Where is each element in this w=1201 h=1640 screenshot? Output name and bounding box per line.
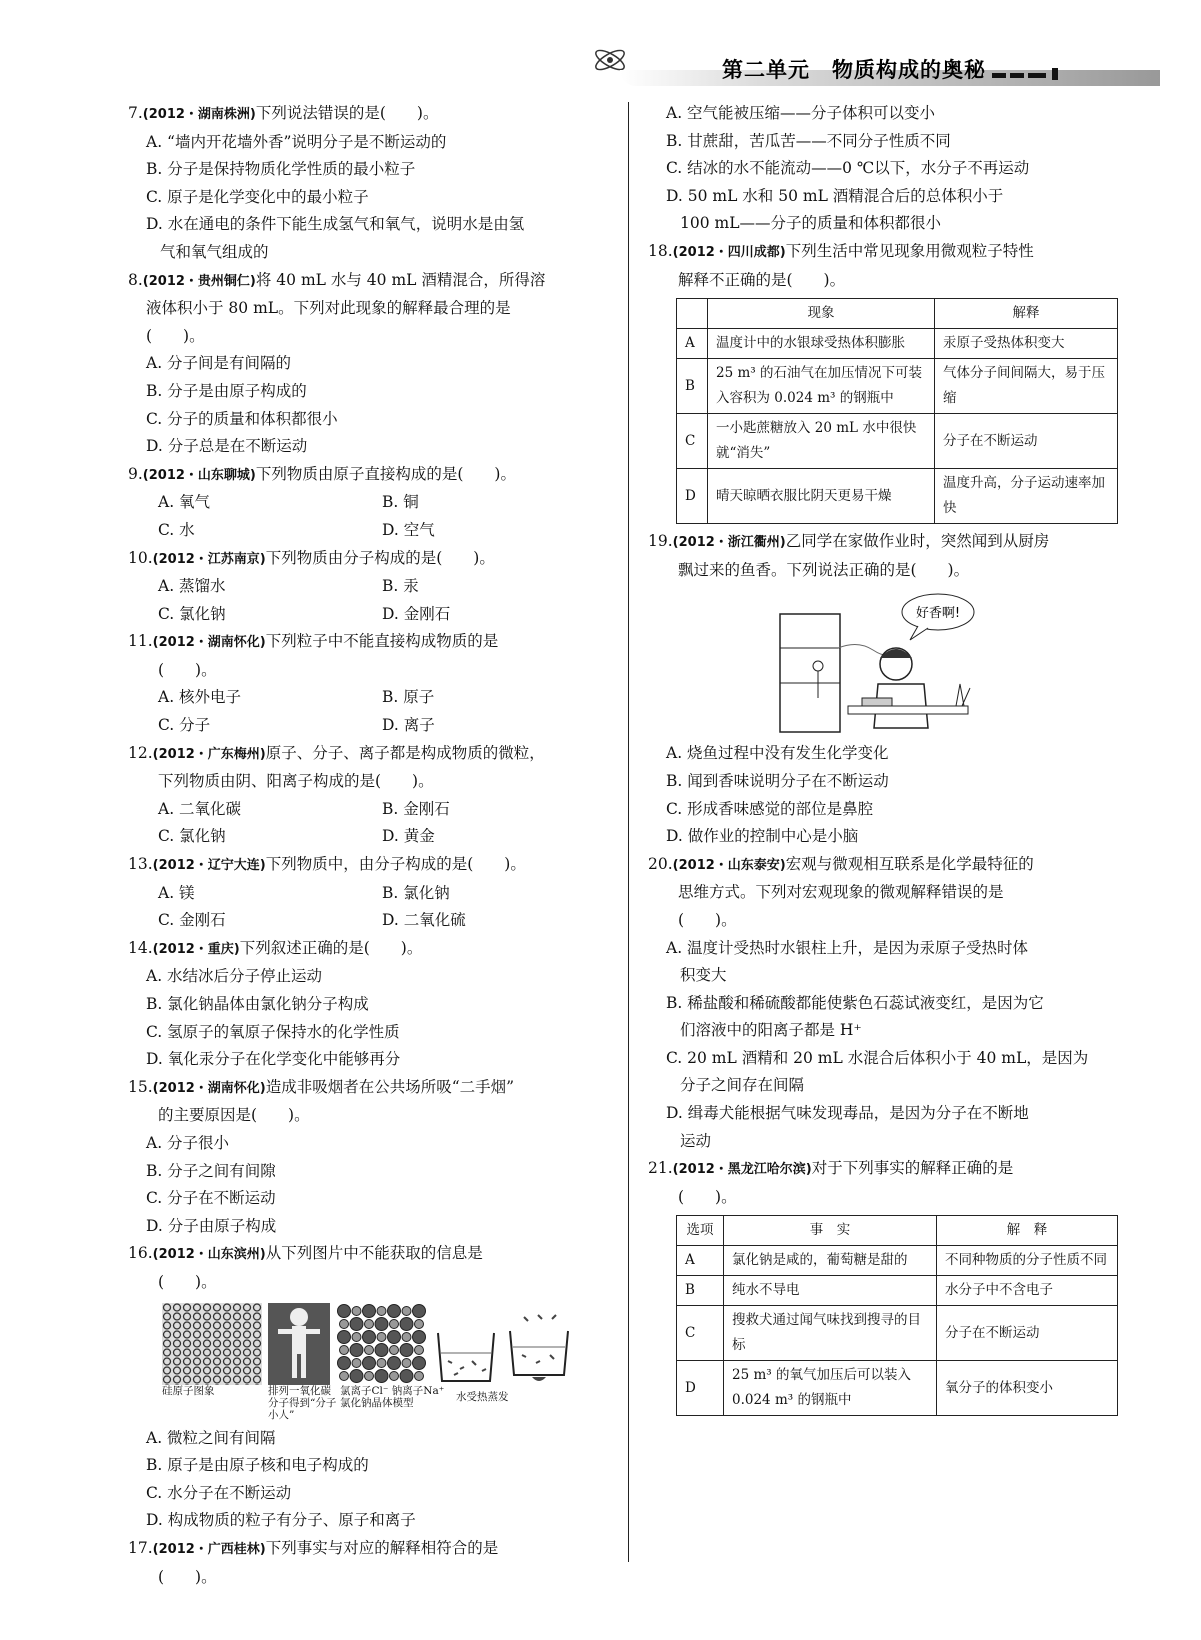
table-cell: 温度升高，分子运动速率加快 bbox=[935, 469, 1118, 524]
sodium-ion bbox=[390, 1345, 399, 1354]
question-7 bbox=[128, 100, 606, 267]
question-stem-cont: ( )。 bbox=[146, 326, 205, 345]
question-source: (2012・辽宁大连) bbox=[152, 858, 266, 874]
question-stem: 将 40 mL 水与 40 mL 酒精混合，所得溶 bbox=[255, 270, 546, 289]
table-row bbox=[677, 414, 1118, 469]
question-source: (2012・黑龙江哈尔滨) bbox=[672, 1162, 812, 1178]
option-d-cont: 气和氧气组成的 bbox=[160, 242, 269, 261]
sodium-ion bbox=[402, 1332, 411, 1341]
chloride-ion bbox=[413, 1330, 426, 1343]
table-cell: 温度计中的水银球受热体积膨胀 bbox=[708, 329, 935, 359]
option-d-cont: 运动 bbox=[680, 1131, 712, 1150]
option-d: D. 二氧化硫 bbox=[382, 911, 466, 930]
question-18 bbox=[648, 238, 1110, 524]
beaker-image bbox=[434, 1325, 498, 1385]
header-cell: 事 实 bbox=[724, 1216, 937, 1246]
question-source: (2012・湖南怀化) bbox=[152, 635, 266, 651]
question-number: 13. bbox=[128, 855, 153, 874]
table-row bbox=[677, 1306, 1118, 1361]
option-a: A. 烧鱼过程中没有发生化学变化 bbox=[666, 744, 889, 763]
question-number: 14. bbox=[128, 938, 153, 957]
column-divider bbox=[628, 102, 629, 1562]
option-d: D. 分子总是在不断运动 bbox=[146, 437, 308, 456]
question-number: 8. bbox=[128, 270, 143, 289]
option-d: D. 缉毒犬能根据气味发现毒品，是因为分子在不断地 bbox=[666, 1104, 1029, 1123]
question-source: (2012・贵州铜仁) bbox=[142, 273, 256, 289]
chloride-ion bbox=[375, 1369, 388, 1382]
option-row bbox=[128, 601, 606, 629]
sodium-ion bbox=[340, 1319, 349, 1328]
question-number: 12. bbox=[128, 743, 153, 762]
table-header bbox=[677, 299, 1118, 329]
chloride-ion bbox=[400, 1343, 413, 1356]
caption-silicon: 硅原子图象 bbox=[162, 1384, 215, 1397]
option-a: A. 二氧化碳 bbox=[158, 799, 242, 818]
question-number: 21. bbox=[648, 1159, 673, 1178]
table-cell: 水分子中不含电子 bbox=[937, 1276, 1118, 1306]
option-d: D. 构成物质的粒子有分子、原子和离子 bbox=[146, 1511, 416, 1530]
speech-bubble-text: 好香啊! bbox=[915, 606, 961, 622]
option-a: A. 微粒之间有间隔 bbox=[146, 1428, 276, 1447]
question-source: (2012・湖南株洲) bbox=[142, 107, 256, 122]
chloride-ion bbox=[350, 1317, 363, 1330]
chloride-ion bbox=[363, 1356, 376, 1369]
sodium-ion bbox=[415, 1371, 424, 1380]
question-stem-cont: 液体积小于 80 mL。下列对此现象的解释最合理的是 bbox=[146, 299, 511, 318]
chloride-ion bbox=[413, 1304, 426, 1317]
chloride-ion bbox=[350, 1369, 363, 1382]
table-cell: D bbox=[677, 469, 708, 524]
sodium-ion bbox=[377, 1358, 386, 1367]
option-d: D. 离子 bbox=[382, 716, 435, 735]
table-row bbox=[677, 329, 1118, 359]
option-row bbox=[128, 712, 606, 740]
header-cell bbox=[677, 299, 708, 329]
chloride-ion bbox=[388, 1356, 401, 1369]
option-row bbox=[128, 823, 606, 851]
option-c: C. 氯化钠 bbox=[158, 827, 226, 846]
question-14 bbox=[128, 935, 606, 1074]
sodium-ion bbox=[390, 1371, 399, 1380]
table-cell: B bbox=[677, 1276, 724, 1306]
table-cell: 氧分子的体积变小 bbox=[937, 1361, 1118, 1416]
option-b: B. 原子 bbox=[382, 688, 435, 707]
question-source: (2012・重庆) bbox=[152, 941, 240, 957]
question-stem: 下列粒子中不能直接构成物质的是 bbox=[265, 632, 499, 651]
option-c: C. 分子在不断运动 bbox=[146, 1189, 276, 1208]
question-number: 11. bbox=[128, 632, 153, 651]
question-stem: 下列物质由分子构成的是( )。 bbox=[265, 548, 495, 567]
question-number: 19. bbox=[648, 532, 673, 551]
question-stem-cont: 的主要原因是( )。 bbox=[158, 1106, 310, 1125]
option-c: C. 形成香味感觉的部位是鼻腔 bbox=[666, 799, 874, 818]
option-c: C. 原子是化学变化中的最小粒子 bbox=[146, 187, 369, 206]
question-stem-cont: 思维方式。下列对宏观现象的微观解释错误的是 bbox=[678, 883, 1004, 902]
question-stem-cont: ( )。 bbox=[678, 910, 737, 929]
student-smelling-illustration bbox=[778, 588, 978, 738]
table-cell: 25 m³ 的石油气在加压情况下可装入容积为 0.024 m³ 的钢瓶中 bbox=[708, 359, 935, 414]
question-11 bbox=[128, 628, 606, 739]
question-8 bbox=[128, 267, 606, 461]
option-a: A. 温度计受热时水银柱上升，是因为汞原子受热时体 bbox=[666, 938, 1029, 957]
option-row bbox=[128, 880, 606, 908]
question-source: (2012・广东梅州) bbox=[152, 746, 266, 762]
option-c: C. 分子的质量和体积都很小 bbox=[146, 409, 338, 428]
question-number: 10. bbox=[128, 548, 153, 567]
option-b: B. 分子是由原子构成的 bbox=[146, 381, 307, 400]
question-stem-cont: ( )。 bbox=[158, 1567, 217, 1586]
question-stem: 造成非吸烟者在公共场所吸“二手烟” bbox=[265, 1077, 515, 1096]
option-a: A. 分子很小 bbox=[146, 1133, 230, 1152]
option-a: A. 核外电子 bbox=[158, 688, 242, 707]
chloride-ion bbox=[363, 1304, 376, 1317]
question-stem: 宏观与微观相互联系是化学最特征的 bbox=[785, 854, 1034, 873]
table-cell: 分子在不断运动 bbox=[935, 414, 1118, 469]
question-source: (2012・浙江衢州) bbox=[672, 535, 786, 551]
option-d: D. 氧化汞分子在化学变化中能够再分 bbox=[146, 1050, 401, 1069]
q18-table bbox=[676, 298, 1118, 524]
left-column bbox=[128, 100, 606, 1591]
sodium-ion bbox=[352, 1358, 361, 1367]
option-c: C. 分子 bbox=[158, 716, 211, 735]
question-stem: 对于下列事实的解释正确的是 bbox=[811, 1159, 1014, 1178]
question-stem-cont: ( )。 bbox=[158, 1272, 217, 1291]
option-a: A. 氧气 bbox=[158, 493, 211, 512]
option-c: C. 水分子在不断运动 bbox=[146, 1483, 292, 1502]
option-b: B. 氯化钠晶体由氯化钠分子构成 bbox=[146, 995, 369, 1013]
caption-water: 水受热蒸发 bbox=[456, 1390, 509, 1403]
sodium-ion bbox=[402, 1358, 411, 1367]
question-17-options bbox=[648, 100, 1110, 238]
option-b-cont: 们溶液中的阳离子都是 H⁺ bbox=[680, 1021, 862, 1040]
sodium-ion bbox=[340, 1371, 349, 1380]
chloride-ion bbox=[375, 1317, 388, 1330]
heated-beaker-image bbox=[504, 1313, 574, 1385]
question-19 bbox=[648, 528, 1110, 851]
figure-captions bbox=[162, 1385, 606, 1421]
header-cell: 解 释 bbox=[937, 1216, 1118, 1246]
option-a: A. 镁 bbox=[158, 883, 195, 902]
question-15 bbox=[128, 1074, 606, 1241]
chloride-ion bbox=[338, 1330, 351, 1343]
option-b: B. 闻到香味说明分子在不断运动 bbox=[666, 771, 889, 790]
question-stem: 下列物质由原子直接构成的是( )。 bbox=[255, 464, 516, 483]
option-b: B. 金刚石 bbox=[382, 799, 450, 818]
table-cell: 不同种物质的分子性质不同 bbox=[937, 1246, 1118, 1276]
option-d: D. 分子由原子构成 bbox=[146, 1216, 277, 1235]
nacl-crystal-image bbox=[336, 1303, 428, 1385]
option-c: C. 水 bbox=[158, 520, 195, 539]
table-cell: 汞原子受热体积变大 bbox=[935, 329, 1118, 359]
chloride-ion bbox=[400, 1369, 413, 1382]
chloride-ion bbox=[388, 1304, 401, 1317]
table-cell: 25 m³ 的氧气加压后可以装入 0.024 m³ 的钢瓶中 bbox=[724, 1361, 937, 1416]
question-17 bbox=[128, 1535, 606, 1591]
option-row bbox=[128, 907, 606, 935]
sodium-ion bbox=[365, 1345, 374, 1354]
option-b: B. 原子是由原子核和电子构成的 bbox=[146, 1456, 369, 1475]
header-cell: 选项 bbox=[677, 1216, 724, 1246]
option-a-cont: 积变大 bbox=[680, 966, 727, 985]
table-cell: C bbox=[677, 414, 708, 469]
option-a: A. 水结冰后分子停止运动 bbox=[146, 967, 323, 986]
table-row bbox=[677, 1361, 1118, 1416]
header-cell: 解释 bbox=[935, 299, 1118, 329]
option-c-cont: 分子之间存在间隔 bbox=[680, 1076, 805, 1095]
sodium-ion bbox=[352, 1306, 361, 1315]
sodium-ion bbox=[415, 1319, 424, 1328]
question-13 bbox=[128, 851, 606, 935]
co-molecule-man-image bbox=[268, 1303, 330, 1385]
option-b: B. 铜 bbox=[382, 493, 419, 512]
q21-table bbox=[676, 1215, 1118, 1416]
table-cell: D bbox=[677, 1361, 724, 1416]
question-stem: 原子、分子、离子都是构成物质的微粒， bbox=[265, 743, 545, 762]
chloride-ion bbox=[338, 1304, 351, 1317]
option-b: B. 汞 bbox=[382, 577, 419, 596]
sodium-ion bbox=[415, 1345, 424, 1354]
option-c: C. 氢原子的氧原子保持水的化学性质 bbox=[146, 1022, 400, 1041]
table-cell: 气体分子间间隔大，易于压缩 bbox=[935, 359, 1118, 414]
question-stem: 下列事实与对应的解释相符合的是 bbox=[265, 1538, 499, 1557]
question-16 bbox=[128, 1240, 606, 1535]
option-d: D. 黄金 bbox=[382, 827, 435, 846]
question-stem-cont: ( )。 bbox=[158, 660, 217, 679]
table-cell: 氯化钠是咸的，葡萄糖是甜的 bbox=[724, 1246, 937, 1276]
table-row bbox=[677, 359, 1118, 414]
question-12 bbox=[128, 740, 606, 851]
table-cell: A bbox=[677, 329, 708, 359]
chloride-ion bbox=[350, 1343, 363, 1356]
chloride-ion bbox=[388, 1330, 401, 1343]
silicon-atom-image bbox=[162, 1303, 262, 1385]
caption-nacl: 氯离子Cl⁻ 钠离子Na⁺ 氯化钠晶体模型 bbox=[340, 1384, 445, 1409]
question-number: 15. bbox=[128, 1077, 153, 1096]
table-cell: B bbox=[677, 359, 708, 414]
chloride-ion bbox=[413, 1356, 426, 1369]
figure-row bbox=[162, 1303, 606, 1385]
table-cell: 晴天晾晒衣服比阴天更易干燥 bbox=[708, 469, 935, 524]
question-number: 7. bbox=[128, 104, 143, 122]
option-d: D. 金刚石 bbox=[382, 604, 451, 623]
caption-co: 排列一氧化碳分子得到“分子小人” bbox=[268, 1384, 337, 1421]
question-stem-cont: 飘过来的鱼香。下列说法正确的是( )。 bbox=[678, 560, 970, 579]
question-21 bbox=[648, 1155, 1110, 1416]
question-number: 20. bbox=[648, 854, 673, 873]
question-source: (2012・湖南怀化) bbox=[152, 1080, 266, 1096]
option-a: A. 空气能被压缩——分子体积可以变小 bbox=[666, 104, 936, 122]
header-dash bbox=[1010, 73, 1024, 78]
question-source: (2012・山东聊城) bbox=[142, 467, 256, 483]
option-a: A. 分子间是有间隔的 bbox=[146, 354, 292, 373]
chloride-ion bbox=[338, 1356, 351, 1369]
table-cell: 纯水不导电 bbox=[724, 1276, 937, 1306]
question-stem: 下列生活中常见现象用微观粒子特性 bbox=[785, 241, 1034, 260]
sodium-ion bbox=[352, 1332, 361, 1341]
header-cell: 现象 bbox=[708, 299, 935, 329]
question-source: (2012・广西桂林) bbox=[152, 1541, 266, 1557]
option-d: D. 50 mL 水和 50 mL 酒精混合后的总体积小于 bbox=[666, 186, 1004, 205]
option-d: D. 做作业的控制中心是小脑 bbox=[666, 827, 859, 846]
question-stem: 从下列图片中不能获取的信息是 bbox=[265, 1244, 483, 1263]
option-c: C. 20 mL 酒精和 20 mL 水混合后体积小于 40 mL，是因为 bbox=[666, 1048, 1089, 1067]
chloride-ion bbox=[363, 1330, 376, 1343]
question-source: (2012・四川成都) bbox=[672, 244, 786, 260]
table-row bbox=[677, 1246, 1118, 1276]
chloride-ion bbox=[375, 1343, 388, 1356]
option-c: C. 结冰的水不能流动——0 ℃以下，水分子不再运动 bbox=[666, 159, 1030, 178]
option-row bbox=[128, 796, 606, 824]
option-d: D. 空气 bbox=[382, 520, 435, 539]
question-number: 17. bbox=[128, 1538, 153, 1557]
question-number: 16. bbox=[128, 1244, 153, 1263]
table-row bbox=[677, 1276, 1118, 1306]
sodium-ion bbox=[390, 1319, 399, 1328]
page-header bbox=[590, 40, 1180, 92]
question-number: 18. bbox=[648, 241, 673, 260]
question-stem-cont: 解释不正确的是( )。 bbox=[678, 270, 846, 289]
table-cell: A bbox=[677, 1246, 724, 1276]
question-stem: 下列物质中，由分子构成的是( )。 bbox=[265, 855, 526, 874]
option-b: B. 分子是保持物质化学性质的最小粒子 bbox=[146, 160, 416, 179]
option-b: B. 分子之间有间隙 bbox=[146, 1161, 276, 1180]
question-source: (2012・江苏南京) bbox=[152, 551, 266, 567]
question-stem-cont: 下列物质由阴、阳离子构成的是( )。 bbox=[158, 772, 434, 791]
table-cell: 分子在不断运动 bbox=[937, 1306, 1118, 1361]
sodium-ion bbox=[365, 1319, 374, 1328]
table-cell: C bbox=[677, 1306, 724, 1361]
header-dash bbox=[1028, 73, 1046, 78]
question-stem: 下列叙述正确的是( )。 bbox=[239, 938, 423, 957]
option-b: B. 甘蔗甜，苦瓜苦——不同分子性质不同 bbox=[666, 131, 951, 150]
question-10 bbox=[128, 545, 606, 629]
option-a: A. “墙内开花墙外香”说明分子是不断运动的 bbox=[146, 132, 447, 151]
chloride-ion bbox=[400, 1317, 413, 1330]
right-column bbox=[648, 100, 1110, 1420]
sodium-ion bbox=[340, 1345, 349, 1354]
sodium-ion bbox=[377, 1306, 386, 1315]
option-c: C. 金刚石 bbox=[158, 911, 226, 930]
table-cell: 搜救犬通过闻气味找到搜寻的目标 bbox=[724, 1306, 937, 1361]
sodium-ion bbox=[402, 1306, 411, 1315]
page-title: 第二单元 物质构成的奥秘 bbox=[722, 58, 986, 82]
sodium-ion bbox=[377, 1332, 386, 1341]
option-c: C. 氯化钠 bbox=[158, 604, 226, 623]
option-row bbox=[128, 573, 606, 601]
question-stem: 下列说法错误的是( )。 bbox=[255, 104, 439, 122]
option-b: B. 稀盐酸和稀硫酸都能使紫色石蕊试液变红，是因为它 bbox=[666, 993, 1044, 1012]
header-dash bbox=[1052, 68, 1058, 80]
option-row bbox=[128, 517, 606, 545]
table-cell: 一小匙蔗糖放入 20 mL 水中很快就“消失” bbox=[708, 414, 935, 469]
table-row bbox=[677, 469, 1118, 524]
sodium-ion bbox=[365, 1371, 374, 1380]
table-header bbox=[677, 1216, 1118, 1246]
option-b: B. 氯化钠 bbox=[382, 883, 450, 902]
question-9 bbox=[128, 461, 606, 545]
option-a: A. 蒸馏水 bbox=[158, 577, 226, 596]
question-stem: 乙同学在家做作业时，突然闻到从厨房 bbox=[785, 532, 1050, 551]
option-row bbox=[128, 684, 606, 712]
question-20 bbox=[648, 851, 1110, 1156]
option-row bbox=[128, 489, 606, 517]
question-number: 9. bbox=[128, 464, 143, 483]
question-stem-cont: ( )。 bbox=[678, 1187, 737, 1206]
header-dash bbox=[992, 73, 1006, 78]
option-d: D. 水在通电的条件下能生成氢气和氧气，说明水是由氢 bbox=[146, 215, 525, 234]
question-source: (2012・山东泰安) bbox=[672, 857, 786, 873]
option-d-cont: 100 mL——分子的质量和体积都很小 bbox=[680, 214, 942, 233]
question-source: (2012・山东滨州) bbox=[152, 1247, 266, 1263]
